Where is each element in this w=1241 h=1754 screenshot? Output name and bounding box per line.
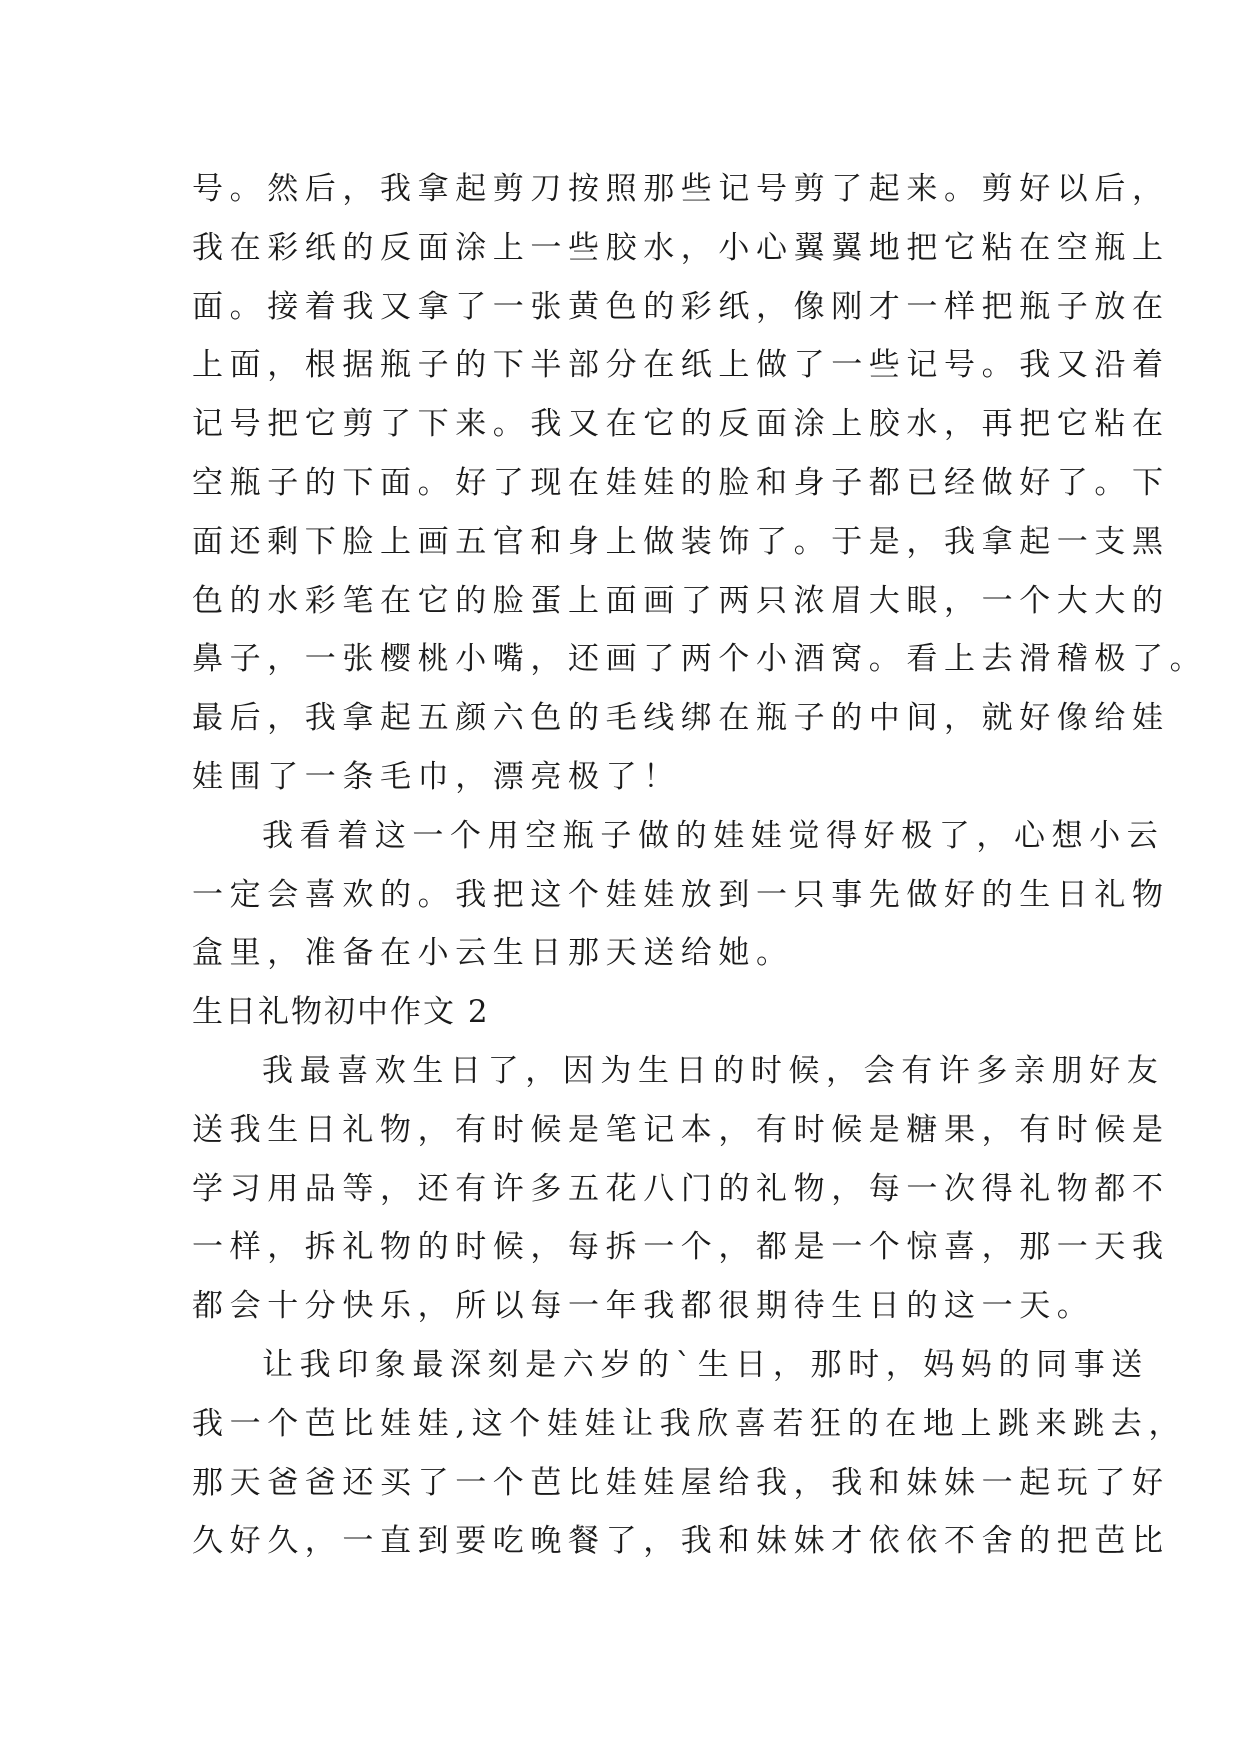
- paragraph-first-line: 我看着这一个用空瓶子做的娃娃觉得好极了，心想小云: [262, 817, 1165, 854]
- text-line: 学习用品等，还有许多五花八门的礼物，每一次得礼物都不: [192, 1170, 1170, 1207]
- text-line: 那天爸爸还买了一个芭比娃娃屋给我，我和妹妹一起玩了好: [192, 1464, 1170, 1501]
- text-line: 最后，我拿起五颜六色的毛线绑在瓶子的中间，就好像给娃: [192, 700, 1170, 737]
- text-line: 盒里，准备在小云生日那天送给她。: [192, 935, 794, 972]
- text-line: 面还剩下脸上画五官和身上做装饰了。于是，我拿起一支黑: [192, 523, 1170, 560]
- text-line: 记号把它剪了下来。我又在它的反面涂上胶水，再把它粘在: [192, 406, 1170, 443]
- text-line: 空瓶子的下面。好了现在娃娃的脸和身子都已经做好了。下: [192, 464, 1170, 501]
- text-line: 娃围了一条毛巾，漂亮极了！: [192, 758, 681, 795]
- paragraph-first-line: 让我印象最深刻是六岁的`生日，那时，妈妈的同事送: [262, 1346, 1149, 1383]
- section-heading: 生日礼物初中作文 2: [192, 994, 490, 1031]
- document-body: [192, 160, 1208, 1571]
- text-line: 色的水彩笔在它的脸蛋上面画了两只浓眉大眼，一个大大的: [192, 582, 1170, 619]
- text-line: 一样，拆礼物的时候，每拆一个，都是一个惊喜，那一天我: [192, 1229, 1170, 1266]
- text-line: 鼻子，一张樱桃小嘴，还画了两个小酒窝。看上去滑稽极了。: [192, 641, 1208, 678]
- text-line: 号。然后，我拿起剪刀按照那些记号剪了起来。剪好以后，: [192, 171, 1170, 207]
- text-line: 一定会喜欢的。我把这个娃娃放到一只事先做好的生日礼物: [192, 876, 1170, 913]
- paragraph-first-line: 我最喜欢生日了，因为生日的时候，会有许多亲朋好友: [262, 1052, 1165, 1089]
- text-line: 都会十分快乐，所以每一年我都很期待生日的这一天。: [192, 1288, 1095, 1325]
- text-line: 送我生日礼物，有时候是笔记本，有时候是糖果，有时候是: [192, 1111, 1170, 1148]
- text-line: 久好久，一直到要吃晚餐了，我和妹妹才依依不舍的把芭比: [192, 1523, 1170, 1560]
- text-line: 上面，根据瓶子的下半部分在纸上做了一些记号。我又沿着: [192, 347, 1170, 384]
- text-line: 我一个芭比娃娃,这个娃娃让我欣喜若狂的在地上跳来跳去，: [192, 1405, 1187, 1442]
- text-line: 面。接着我又拿了一张黄色的彩纸，像刚才一样把瓶子放在: [192, 288, 1170, 325]
- text-line: 我在彩纸的反面涂上一些胶水，小心翼翼地把它粘在空瓶上: [192, 229, 1170, 266]
